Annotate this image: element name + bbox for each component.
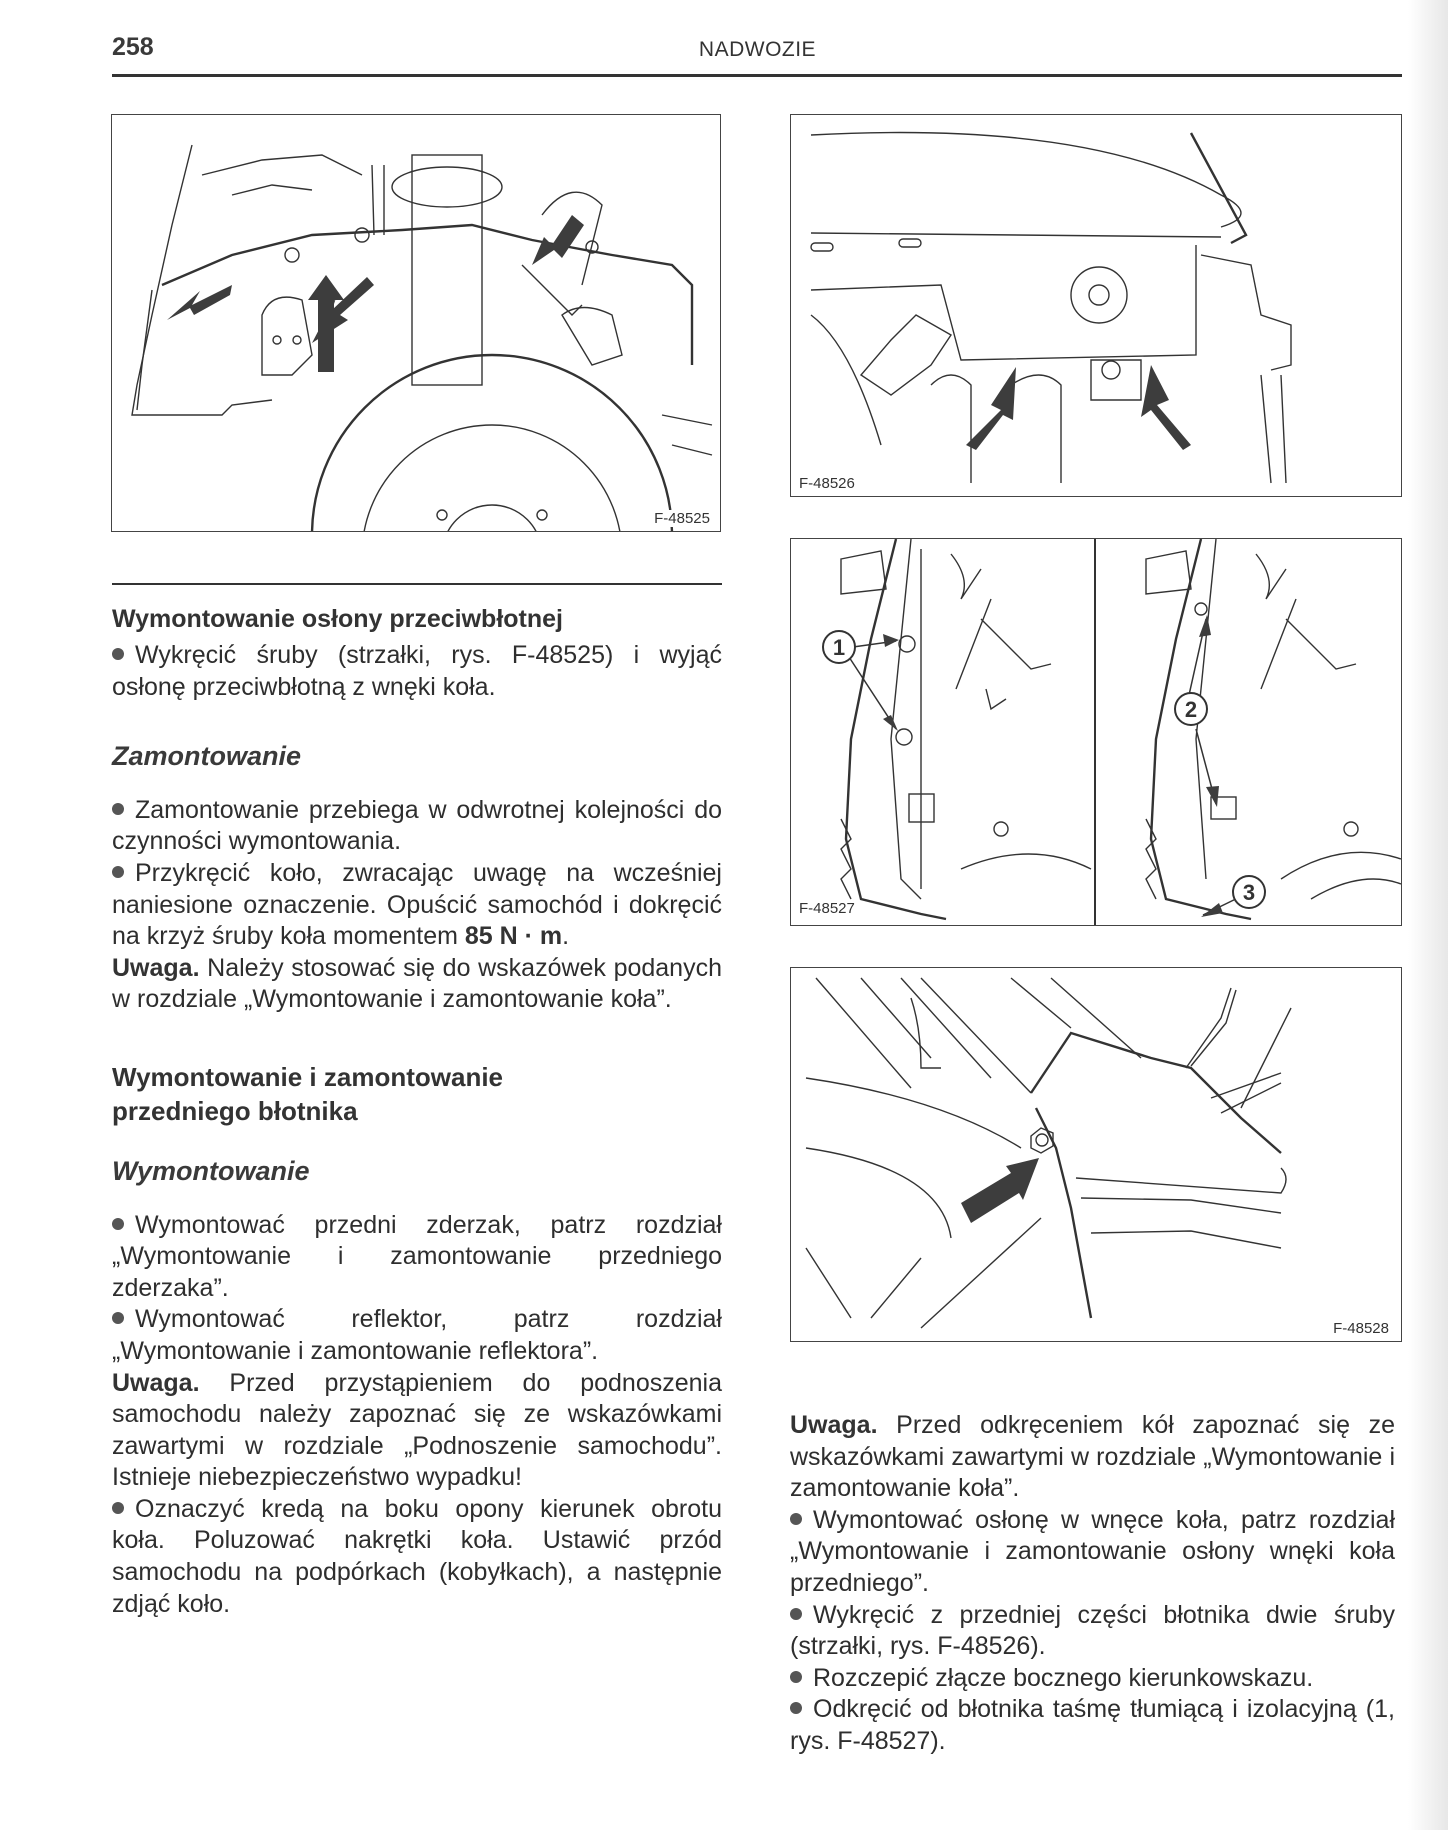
note-text: Należy stosować się do wskazówek podanych w rozdziale „Wymontowanie i zamontowanie koła”. xyxy=(112,953,722,1014)
arrow-1 xyxy=(961,1158,1039,1223)
note-text: Przed odkręceniem kół zapoznać się ze wskazówkami zawartymi w rozdziale „Wymontowanie i zamontowanie koła”. xyxy=(790,1411,1395,1503)
arrow-4 xyxy=(532,215,584,265)
note xyxy=(790,1410,1395,1505)
paragraph: Wymontować przedni zderzak, patrz rozdział „Wymontowanie i zamontowanie przedniego zderzaka”. xyxy=(112,1210,722,1305)
note-text: Przed przystąpieniem do podnoszenia samochodu należy zapoznać się ze wskazówkami zawartymi w rozdziale „Podnoszenie samochodu”. Istnieje niebezpieczeństwo wypadku! xyxy=(112,1368,722,1492)
paragraph: Wymontować osłonę w wnęce koła, patrz rozdział „Wymontowanie i zamontowanie osłony wnęki koła przedniego”. xyxy=(790,1505,1395,1600)
section-heading-mudguard-removal: Wymontowanie osłony przeciwbłotnej xyxy=(112,605,563,633)
svg-text:3: 3 xyxy=(1242,880,1256,905)
note-label: Uwaga. xyxy=(790,1411,878,1439)
left-column xyxy=(112,602,722,1620)
paragraph: Wykręcić śruby (strzałki, rys. F-48525) i wyjąć osłonę przeciwbłotną z wnęki koła. xyxy=(112,640,722,703)
arrows-layer xyxy=(791,968,1401,1341)
torque-value: 85 N · m xyxy=(464,922,563,951)
figure-f48527 xyxy=(790,538,1402,926)
paragraph: Oznaczyć kredą na boku opony kierunek obrotu koła. Poluzować nakrętki koła. Ustawić przód samochodu na podpórkach (kobyłkach), a następnie zdjąć koło. xyxy=(112,1494,722,1620)
paragraph: Wymontować reflektor, patrz rozdział „Wymontowanie i zamontowanie reflektora”. xyxy=(112,1304,722,1367)
section-heading-fender xyxy=(112,1060,722,1128)
paragraph xyxy=(112,858,722,953)
callouts-layer xyxy=(791,539,1401,925)
svg-text:1: 1 xyxy=(832,635,846,660)
text: . xyxy=(562,922,570,951)
section-rule xyxy=(112,583,722,585)
figure-label: F-48527 xyxy=(799,900,855,917)
arrows-layer xyxy=(112,115,720,531)
figure-label: F-48526 xyxy=(799,475,855,492)
arrow-1 xyxy=(167,285,232,320)
paragraph: Zamontowanie przebiega w odwrotnej kolejności do czynności wymontowania. xyxy=(112,795,722,858)
figure-f48528 xyxy=(790,967,1402,1342)
right-column xyxy=(790,1410,1395,1758)
note-label: Uwaga. xyxy=(112,953,200,982)
arrow-1 xyxy=(966,367,1016,450)
paragraph: Rozczepić złącze bocznego kierunkowskazu. xyxy=(790,1663,1395,1695)
heading-line: przedniego błotnika xyxy=(112,1095,358,1126)
figure-label: F-48525 xyxy=(654,510,710,527)
paragraph: Wykręcić z przedniej części błotnika dwie śruby (strzałki, rys. F-48526). xyxy=(790,1600,1395,1663)
figure-f48526 xyxy=(790,114,1402,497)
subheading-removal: Wymontowanie xyxy=(112,1155,310,1186)
arrow-2 xyxy=(1141,365,1191,450)
callout-1 xyxy=(823,631,899,731)
scan-edge-shadow xyxy=(1408,0,1448,1830)
note xyxy=(112,953,722,1016)
subheading-installation: Zamontowanie xyxy=(112,741,302,772)
header-rule xyxy=(112,74,1402,77)
arrows-layer xyxy=(791,115,1401,496)
note-label: Uwaga. xyxy=(112,1368,200,1397)
paragraph: Odkręcić od błotnika taśmę tłumiącą i izolacyjną (1, rys. F-48527). xyxy=(790,1694,1395,1757)
page-number: 258 xyxy=(112,33,154,61)
text: Przykręcić koło, zwracając uwagę na wcześniej naniesione oznaczenie. Opuścić samochód i dokręcić na krzyż śruby koła momentem xyxy=(112,858,722,951)
figure-f48525 xyxy=(111,114,721,532)
svg-text:2: 2 xyxy=(1184,697,1198,722)
callout-3 xyxy=(1201,876,1265,917)
callout-2 xyxy=(1175,615,1219,807)
heading-line: Wymontowanie i zamontowanie xyxy=(112,1061,504,1092)
figure-label: F-48528 xyxy=(1333,1320,1389,1337)
note xyxy=(112,1368,722,1494)
running-title: NADWOZIE xyxy=(698,38,817,61)
